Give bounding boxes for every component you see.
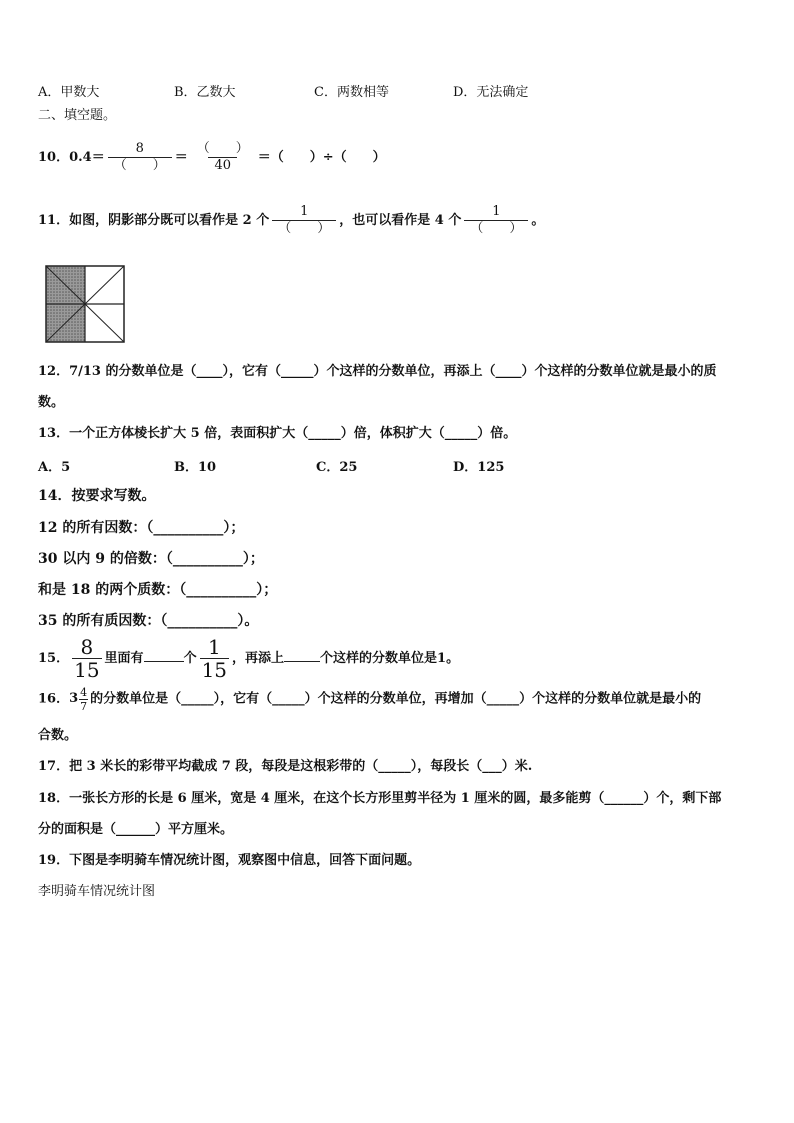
q15-mid-3: ，再添上 bbox=[232, 651, 285, 666]
q15-mid-1: 里面有 bbox=[104, 651, 144, 666]
q13-option-d: D．125 bbox=[453, 460, 505, 475]
q16-denominator: 7 bbox=[80, 699, 88, 713]
q15-mid-2: 个 bbox=[183, 651, 197, 666]
q11-f2-denominator: （ ） bbox=[464, 220, 528, 237]
chart-caption: 李明骑车情况统计图 bbox=[38, 884, 156, 899]
q11-fraction-2 bbox=[464, 204, 528, 237]
q15-fraction-2 bbox=[200, 636, 229, 681]
option-a: A．甲数大 bbox=[38, 85, 100, 100]
q15-blank-1[interactable] bbox=[144, 661, 184, 662]
q15-f2-numerator: 1 bbox=[207, 635, 221, 659]
q15-fraction-1 bbox=[72, 636, 101, 681]
q11-f1-denominator: （ ） bbox=[272, 220, 336, 237]
question-17: 17．把 3 米长的彩带平均截成 7 段，每段是这根彩带的（_____），每段长（___）米. bbox=[38, 759, 533, 774]
q16-mixed-number bbox=[69, 684, 90, 714]
q13-option-b: B．10 bbox=[174, 460, 217, 475]
q10-f2-denominator: 40 bbox=[208, 157, 237, 174]
q16-numerator: 4 bbox=[80, 685, 88, 699]
q14-item-1: 12 的所有因数：（__________）； bbox=[38, 520, 245, 536]
q10-equals: ＝ bbox=[174, 150, 188, 165]
q10-f1-denominator: （ ） bbox=[108, 157, 172, 174]
q10-fraction-2 bbox=[191, 141, 255, 174]
q13-option-c: C．25 bbox=[316, 460, 358, 475]
question-11 bbox=[38, 203, 544, 239]
section-title: 二、填空题。 bbox=[38, 108, 117, 123]
q16-whole: 3 bbox=[69, 691, 79, 706]
q11-middle: ，也可以看作是 4 个 bbox=[339, 213, 462, 228]
question-16-line-2: 合数。 bbox=[38, 728, 78, 743]
question-16-line-1 bbox=[38, 684, 701, 715]
q11-fraction-1 bbox=[272, 204, 336, 237]
q15-f1-denominator: 15 bbox=[74, 658, 100, 682]
q15-f2-denominator: 15 bbox=[201, 658, 228, 682]
q14-item-4: 35 的所有质因数：（__________）。 bbox=[38, 613, 259, 629]
question-14-title: 14．按要求写数。 bbox=[38, 488, 156, 504]
q16-fraction bbox=[79, 686, 88, 713]
option-d: D．无法确定 bbox=[453, 85, 529, 100]
q10-tail: ＝（ ）÷（ ） bbox=[257, 150, 386, 165]
question-15 bbox=[38, 636, 459, 681]
shaded-square-figure bbox=[44, 264, 128, 344]
option-c: C．两数相等 bbox=[314, 85, 389, 100]
q16-prefix: 16． bbox=[38, 691, 70, 707]
q16-text: 的分数单位是（_____），它有（_____）个这样的分数单位，再增加（_____）个这样的分数单位就是最小的 bbox=[90, 691, 702, 707]
q11-f1-numerator: 1 bbox=[300, 204, 309, 219]
q11-prefix: 11．如图，阴影部分既可以看作是 2 个 bbox=[38, 213, 270, 228]
question-12-line-1: 12．7/13 的分数单位是（____），它有（_____）个这样的分数单位，再添上（____）个这样的分数单位就是最小的质 bbox=[38, 364, 717, 379]
question-18-line-2: 分的面积是（______）平方厘米。 bbox=[38, 822, 234, 837]
question-19: 19．下图是李明骑车情况统计图，观察图中信息，回答下面问题。 bbox=[38, 853, 421, 868]
q11-end: 。 bbox=[531, 213, 545, 228]
q13-option-a: A．5 bbox=[38, 460, 71, 475]
q10-f1-numerator: 8 bbox=[135, 141, 144, 156]
q11-f2-numerator: 1 bbox=[492, 204, 501, 219]
question-18-line-1: 18．一张长方形的长是 6 厘米，宽是 4 厘米，在这个长方形里剪半径为 1 厘米的圆，最多能剪（______）个，剩下部 bbox=[38, 791, 722, 806]
q10-f2-numerator: （ ） bbox=[196, 141, 249, 156]
q15-end: 个这样的分数单位是1。 bbox=[320, 651, 460, 666]
q10-fraction-1 bbox=[108, 141, 172, 174]
q15-prefix: 15． bbox=[38, 651, 70, 666]
q14-item-3: 和是 18 的两个质数：（__________）； bbox=[38, 582, 278, 598]
option-b: B．乙数大 bbox=[174, 85, 236, 100]
q15-blank-2[interactable] bbox=[284, 661, 320, 662]
question-12-line-2: 数。 bbox=[38, 395, 65, 410]
q14-item-2: 30 以内 9 的倍数：（__________）； bbox=[38, 551, 264, 567]
q10-prefix: 10．0.4＝ bbox=[38, 150, 105, 165]
question-13: 13．一个正方体棱长扩大 5 倍，表面积扩大（_____）倍，体积扩大（_____）倍。 bbox=[38, 426, 517, 441]
question-10 bbox=[38, 140, 386, 176]
q15-f1-numerator: 8 bbox=[80, 635, 94, 659]
